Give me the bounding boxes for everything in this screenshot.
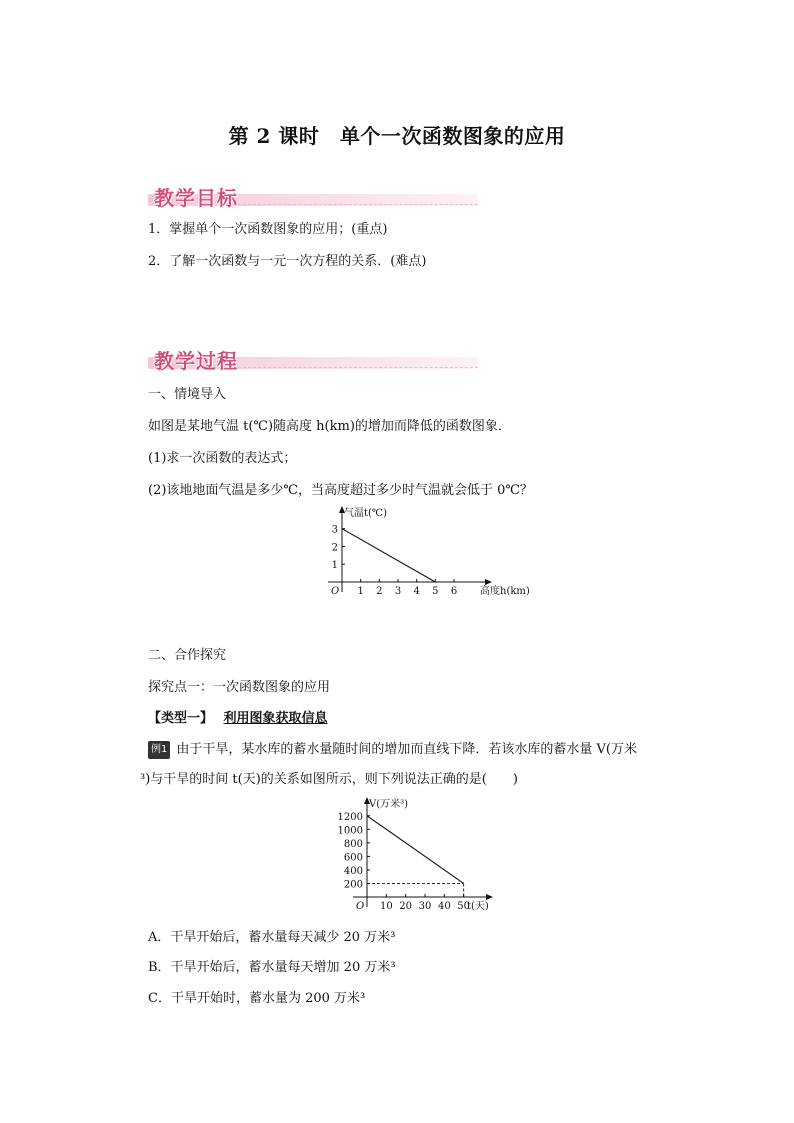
- y-axis-label: V(万米³): [369, 799, 409, 810]
- part1-intro: 如图是某地气温 t(℃)随高度 h(km)的增加而降低的函数图象．: [148, 419, 511, 434]
- goal-item-2: 2．了解一次函数与一元一次方程的关系．(难点): [148, 254, 427, 269]
- x-tick-label: 1: [357, 586, 364, 597]
- section-header-dash: [238, 367, 478, 368]
- y-tick-label: 600: [343, 852, 363, 864]
- y-tick-label: 1200: [337, 811, 363, 823]
- option-b: B．干旱开始后，蓄水量每天增加 20 万米³: [148, 960, 396, 975]
- page-title: 第 2 课时 单个一次函数图象的应用: [228, 124, 566, 148]
- example-badge: 例1: [148, 741, 170, 759]
- x-tick-label: 30: [418, 901, 432, 912]
- series-line: [367, 816, 464, 884]
- part1-question-2: (2)该地地面气温是多少℃，当高度超过多少时气温就会低于 0℃？: [148, 483, 533, 498]
- part1-heading: 一、情境导入: [148, 387, 227, 402]
- section-header-label: 教学目标: [154, 186, 238, 210]
- type-label: 【类型一】: [148, 711, 214, 726]
- x-tick-label: 50: [457, 901, 471, 912]
- series-line: [342, 529, 435, 582]
- x-tick-label: 40: [437, 901, 451, 912]
- y-tick-label: 800: [343, 838, 363, 850]
- type-heading: [148, 710, 328, 728]
- section-header-goals: [148, 182, 478, 208]
- y-tick-label: 200: [343, 879, 363, 891]
- x-tick-label: 5: [432, 586, 439, 597]
- x-tick-label: 6: [450, 586, 458, 597]
- y-tick-label: 1000: [337, 825, 363, 837]
- temperature-height-chart: [320, 508, 530, 604]
- origin-label: O: [356, 901, 365, 912]
- section-header-dash: [238, 204, 478, 205]
- goal-item-1: 1．掌握单个一次函数图象的应用；(重点): [148, 222, 388, 237]
- reservoir-volume-chart: [325, 797, 495, 921]
- y-tick-label: 3: [331, 524, 338, 536]
- type-title: 利用图象获取信息: [223, 711, 328, 726]
- x-tick-label: 4: [413, 586, 420, 597]
- part2-heading: 二、合作探究: [148, 648, 227, 663]
- x-axis-arrow: [486, 894, 493, 900]
- part1-question-1: (1)求一次函数的表达式；: [148, 451, 297, 466]
- y-tick-label: 400: [343, 865, 363, 877]
- example-text-1: 由于干旱，某水库的蓄水量随时间的增加而直线下降．若该水库的蓄水量 V(万米: [176, 742, 637, 757]
- part2-point: 探究点一：一次函数图象的应用: [148, 680, 331, 695]
- option-a: A．干旱开始后，蓄水量每天减少 20 万米³: [148, 930, 396, 945]
- y-axis-label: 气温t(℃): [344, 508, 388, 519]
- option-c: C．干旱开始时，蓄水量为 200 万米³: [148, 991, 366, 1006]
- x-axis-label: t(天): [467, 901, 489, 912]
- y-tick-label: 2: [331, 542, 338, 554]
- origin-label: O: [331, 586, 340, 597]
- example-line-1: [148, 741, 637, 759]
- x-axis-label: 高度h(km): [480, 586, 530, 597]
- x-tick-label: 10: [379, 901, 393, 912]
- x-tick-label: 2: [376, 586, 383, 597]
- example-line-2: ³)与干旱的时间 t(天)的关系如图所示，则下列说法正确的是( ): [140, 772, 518, 787]
- section-header-label: 教学过程: [154, 349, 238, 373]
- x-tick-label: 20: [399, 901, 413, 912]
- x-tick-label: 3: [394, 586, 402, 597]
- y-tick-label: 1: [331, 560, 338, 572]
- section-header-process: [148, 345, 478, 371]
- x-axis-arrow: [485, 579, 492, 585]
